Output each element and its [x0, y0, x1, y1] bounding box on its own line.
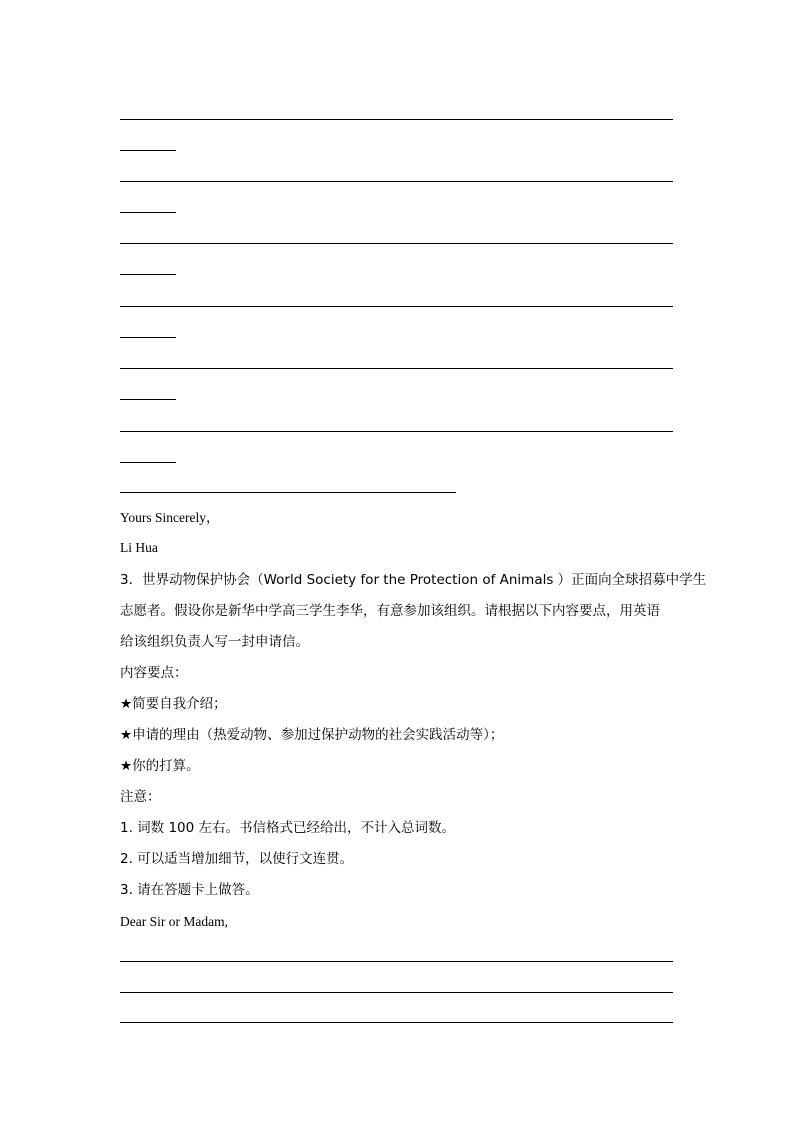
points-title: 内容要点： — [120, 665, 188, 681]
point-item: ★申请的理由（热爱动物、参加过保护动物的社会实践活动等）； — [120, 727, 504, 743]
answer-line — [120, 306, 673, 307]
answer-line-short — [120, 150, 176, 151]
point-item: ★你的打算。 — [120, 758, 200, 774]
answer-line-end — [120, 492, 456, 493]
note-item: 3. 请在答题卡上做答。 — [120, 882, 259, 898]
answer-line — [120, 368, 673, 369]
answer-line-short — [120, 337, 176, 338]
answer-line-short — [120, 274, 176, 275]
answer-line-short — [120, 212, 176, 213]
answer-line — [120, 431, 673, 432]
signature-name: Li Hua — [120, 540, 158, 555]
answer-line — [120, 992, 673, 993]
question-line-3: 给该组织负责人写一封申请信。 — [120, 634, 309, 650]
answer-line — [120, 1022, 673, 1023]
answer-line — [120, 119, 673, 120]
answer-line — [120, 961, 673, 962]
notes-title: 注意： — [120, 789, 161, 805]
question-line-1: 3．世界动物保护协会（World Society for the Protection of Animals ）正面向全球招募中学生 — [120, 572, 707, 588]
note-item: 2. 可以适当增加细节，以使行文连贯。 — [120, 851, 354, 867]
answer-line — [120, 243, 673, 244]
answer-line — [120, 181, 673, 182]
answer-line-short — [120, 399, 176, 400]
sign-off: Yours Sincerely， — [120, 510, 220, 525]
note-item: 1. 词数 100 左右。书信格式已经给出，不计入总词数。 — [120, 820, 456, 836]
answer-line-short — [120, 462, 176, 463]
salutation: Dear Sir or Madam, — [120, 914, 228, 929]
point-item: ★简要自我介绍； — [120, 696, 227, 712]
question-line-2: 志愿者。假设你是新华中学高三学生李华，有意参加该组织。请根据以下内容要点，用英语 — [120, 603, 660, 619]
